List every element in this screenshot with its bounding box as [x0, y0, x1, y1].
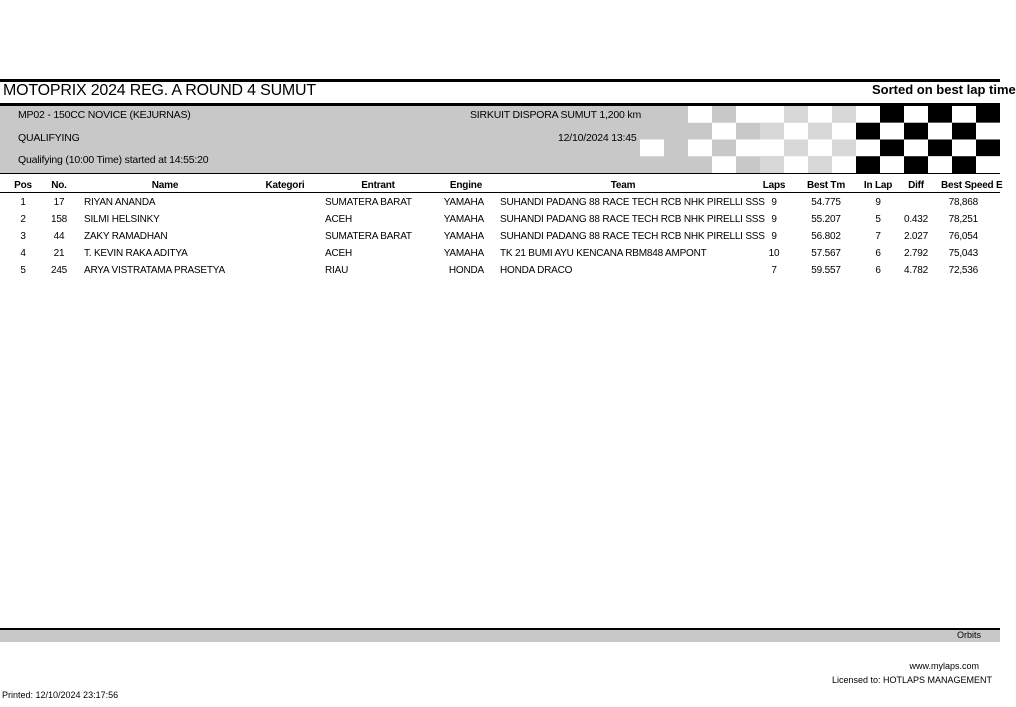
flag-square — [640, 140, 664, 157]
cell-best: 55.207 — [811, 214, 841, 225]
flag-square — [880, 156, 904, 173]
col-best-speed: Best Speed — [941, 180, 994, 191]
flag-square — [880, 106, 904, 123]
col-entrant: Entrant — [361, 180, 395, 191]
cell-speed: 78,251 — [948, 214, 978, 225]
table-row — [0, 263, 1000, 280]
session-datetime: 12/10/2024 13:45 — [558, 132, 637, 144]
cell-pos: 4 — [20, 248, 26, 259]
flag-square — [952, 140, 976, 157]
cell-name: SILMI HELSINKY — [84, 214, 160, 225]
flag-square — [832, 123, 856, 140]
class-name: MP02 - 150CC NOVICE (KEJURNAS) — [18, 109, 191, 121]
cell-diff: 2.792 — [903, 248, 928, 259]
cell-diff: 2.027 — [903, 231, 928, 242]
cell-no: 17 — [53, 197, 65, 208]
cell-inlap: 5 — [875, 214, 881, 225]
col-in-lap: In Lap — [863, 180, 893, 191]
flag-square — [808, 140, 832, 157]
cell-no: 158 — [50, 214, 68, 225]
cell-best: 56.802 — [811, 231, 841, 242]
flag-square — [904, 156, 928, 173]
flag-square — [856, 106, 880, 123]
col-pos: Pos — [14, 180, 32, 191]
col-best-time: Best Tm — [806, 180, 846, 191]
flag-square — [928, 156, 952, 173]
col-name: Name — [151, 180, 179, 191]
cell-engine: YAMAHA — [443, 197, 484, 208]
cell-speed: 78,868 — [948, 197, 978, 208]
cell-pos: 5 — [20, 265, 26, 276]
cell-no: 245 — [50, 265, 68, 276]
flag-square — [976, 156, 1000, 173]
col-diff: Diff — [908, 180, 924, 191]
cell-team: SUHANDI PADANG 88 RACE TECH RCB NHK PIRELLI SSS — [500, 214, 765, 225]
col-kategori: Kategori — [265, 180, 305, 191]
flag-square — [856, 156, 880, 173]
flag-square — [760, 156, 784, 173]
flag-square — [832, 156, 856, 173]
track-name: SIRKUIT DISPORA SUMUT 1,200 km — [470, 109, 641, 121]
flag-square — [712, 123, 736, 140]
cell-inlap: 9 — [875, 197, 881, 208]
cell-entrant: ACEH — [325, 248, 352, 259]
cell-team: SUHANDI PADANG 88 RACE TECH RCB NHK PIRELLI SSS — [500, 197, 765, 208]
cell-best: 54.775 — [811, 197, 841, 208]
printed-timestamp: Printed: 12/10/2024 23:17:56 — [2, 690, 119, 700]
col-no: No. — [51, 180, 67, 191]
cell-engine: YAMAHA — [443, 214, 484, 225]
cell-name: RIYAN ANANDA — [84, 197, 156, 208]
cell-pos: 3 — [20, 231, 26, 242]
sort-note: Sorted on best lap time — [872, 82, 1016, 97]
header-rule — [0, 192, 1000, 193]
cell-best: 59.557 — [811, 265, 841, 276]
flag-square — [688, 106, 712, 123]
flag-square — [928, 123, 952, 140]
cell-best: 57.567 — [811, 248, 841, 259]
cell-no: 44 — [53, 231, 65, 242]
cell-laps: 9 — [771, 197, 777, 208]
flag-square — [928, 140, 952, 157]
table-row — [0, 246, 1000, 263]
flag-square — [760, 123, 784, 140]
flag-square — [856, 123, 880, 140]
cell-engine: YAMAHA — [443, 231, 484, 242]
flag-square — [808, 123, 832, 140]
flag-square — [736, 140, 760, 157]
flag-square — [832, 140, 856, 157]
flag-square — [928, 106, 952, 123]
cell-team: HONDA DRACO — [500, 265, 573, 276]
col-team: Team — [610, 180, 636, 191]
table-row — [0, 212, 1000, 229]
cell-no: 21 — [53, 248, 65, 259]
cell-entrant: SUMATERA BARAT — [325, 231, 412, 242]
license: Licensed to: HOTLAPS MANAGEMENT — [831, 675, 992, 685]
flag-square — [808, 106, 832, 123]
cell-entrant: SUMATERA BARAT — [325, 197, 412, 208]
flag-square — [808, 156, 832, 173]
flag-square — [784, 106, 808, 123]
flag-square — [784, 140, 808, 157]
table-row — [0, 229, 1000, 246]
flag-square — [904, 140, 928, 157]
flag-square — [688, 140, 712, 157]
event-title: MOTOPRIX 2024 REG. A ROUND 4 SUMUT — [3, 82, 316, 99]
footer-band — [0, 628, 1000, 642]
cell-engine: YAMAHA — [443, 248, 484, 259]
flag-square — [904, 106, 928, 123]
flag-square — [976, 123, 1000, 140]
cell-entrant: ACEH — [325, 214, 352, 225]
flag-square — [976, 106, 1000, 123]
flag-square — [760, 106, 784, 123]
cell-engine: HONDA — [448, 265, 484, 276]
flag-square — [736, 106, 760, 123]
session-start: Qualifying (10:00 Time) started at 14:55:20 — [18, 154, 209, 166]
cell-speed: 72,536 — [948, 265, 978, 276]
col-laps: Laps — [762, 180, 786, 191]
cell-name: ZAKY RAMADHAN — [84, 231, 168, 242]
cell-laps: 9 — [771, 214, 777, 225]
col-engine: Engine — [449, 180, 483, 191]
flag-square — [784, 123, 808, 140]
cell-speed: 76,054 — [948, 231, 978, 242]
cell-inlap: 6 — [875, 265, 881, 276]
flag-square — [784, 156, 808, 173]
flag-square — [976, 140, 1000, 157]
cell-name: ARYA VISTRATAMA PRASETYA — [84, 265, 225, 276]
flag-square — [952, 106, 976, 123]
cell-inlap: 7 — [875, 231, 881, 242]
cell-speed: 75,043 — [948, 248, 978, 259]
cell-entrant: RIAU — [325, 265, 349, 276]
checkered-flag-graphic — [640, 106, 1000, 173]
flag-square — [712, 156, 736, 173]
orbits-label: Orbits — [956, 630, 981, 640]
flag-square — [904, 123, 928, 140]
flag-square — [952, 123, 976, 140]
cell-laps: 7 — [771, 265, 777, 276]
cell-team: TK 21 BUMI AYU KENCANA RBM848 AMPONT — [500, 248, 707, 259]
flag-square — [880, 123, 904, 140]
cell-diff: 0.432 — [903, 214, 928, 225]
cell-pos: 1 — [20, 197, 26, 208]
website: www.mylaps.com — [909, 661, 979, 671]
cell-diff: 4.782 — [903, 265, 928, 276]
cell-inlap: 6 — [875, 248, 881, 259]
flag-square — [952, 156, 976, 173]
col-extra: E — [996, 180, 1003, 191]
cell-laps: 9 — [771, 231, 777, 242]
cell-laps: 10 — [768, 248, 780, 259]
session-name: QUALIFYING — [18, 132, 80, 144]
flag-square — [760, 140, 784, 157]
flag-square — [832, 106, 856, 123]
cell-name: T. KEVIN RAKA ADITYA — [84, 248, 188, 259]
table-row — [0, 195, 1000, 212]
cell-team: SUHANDI PADANG 88 RACE TECH RCB NHK PIRELLI SSS — [500, 231, 765, 242]
flag-square — [856, 140, 880, 157]
flag-square — [880, 140, 904, 157]
cell-pos: 2 — [20, 214, 26, 225]
